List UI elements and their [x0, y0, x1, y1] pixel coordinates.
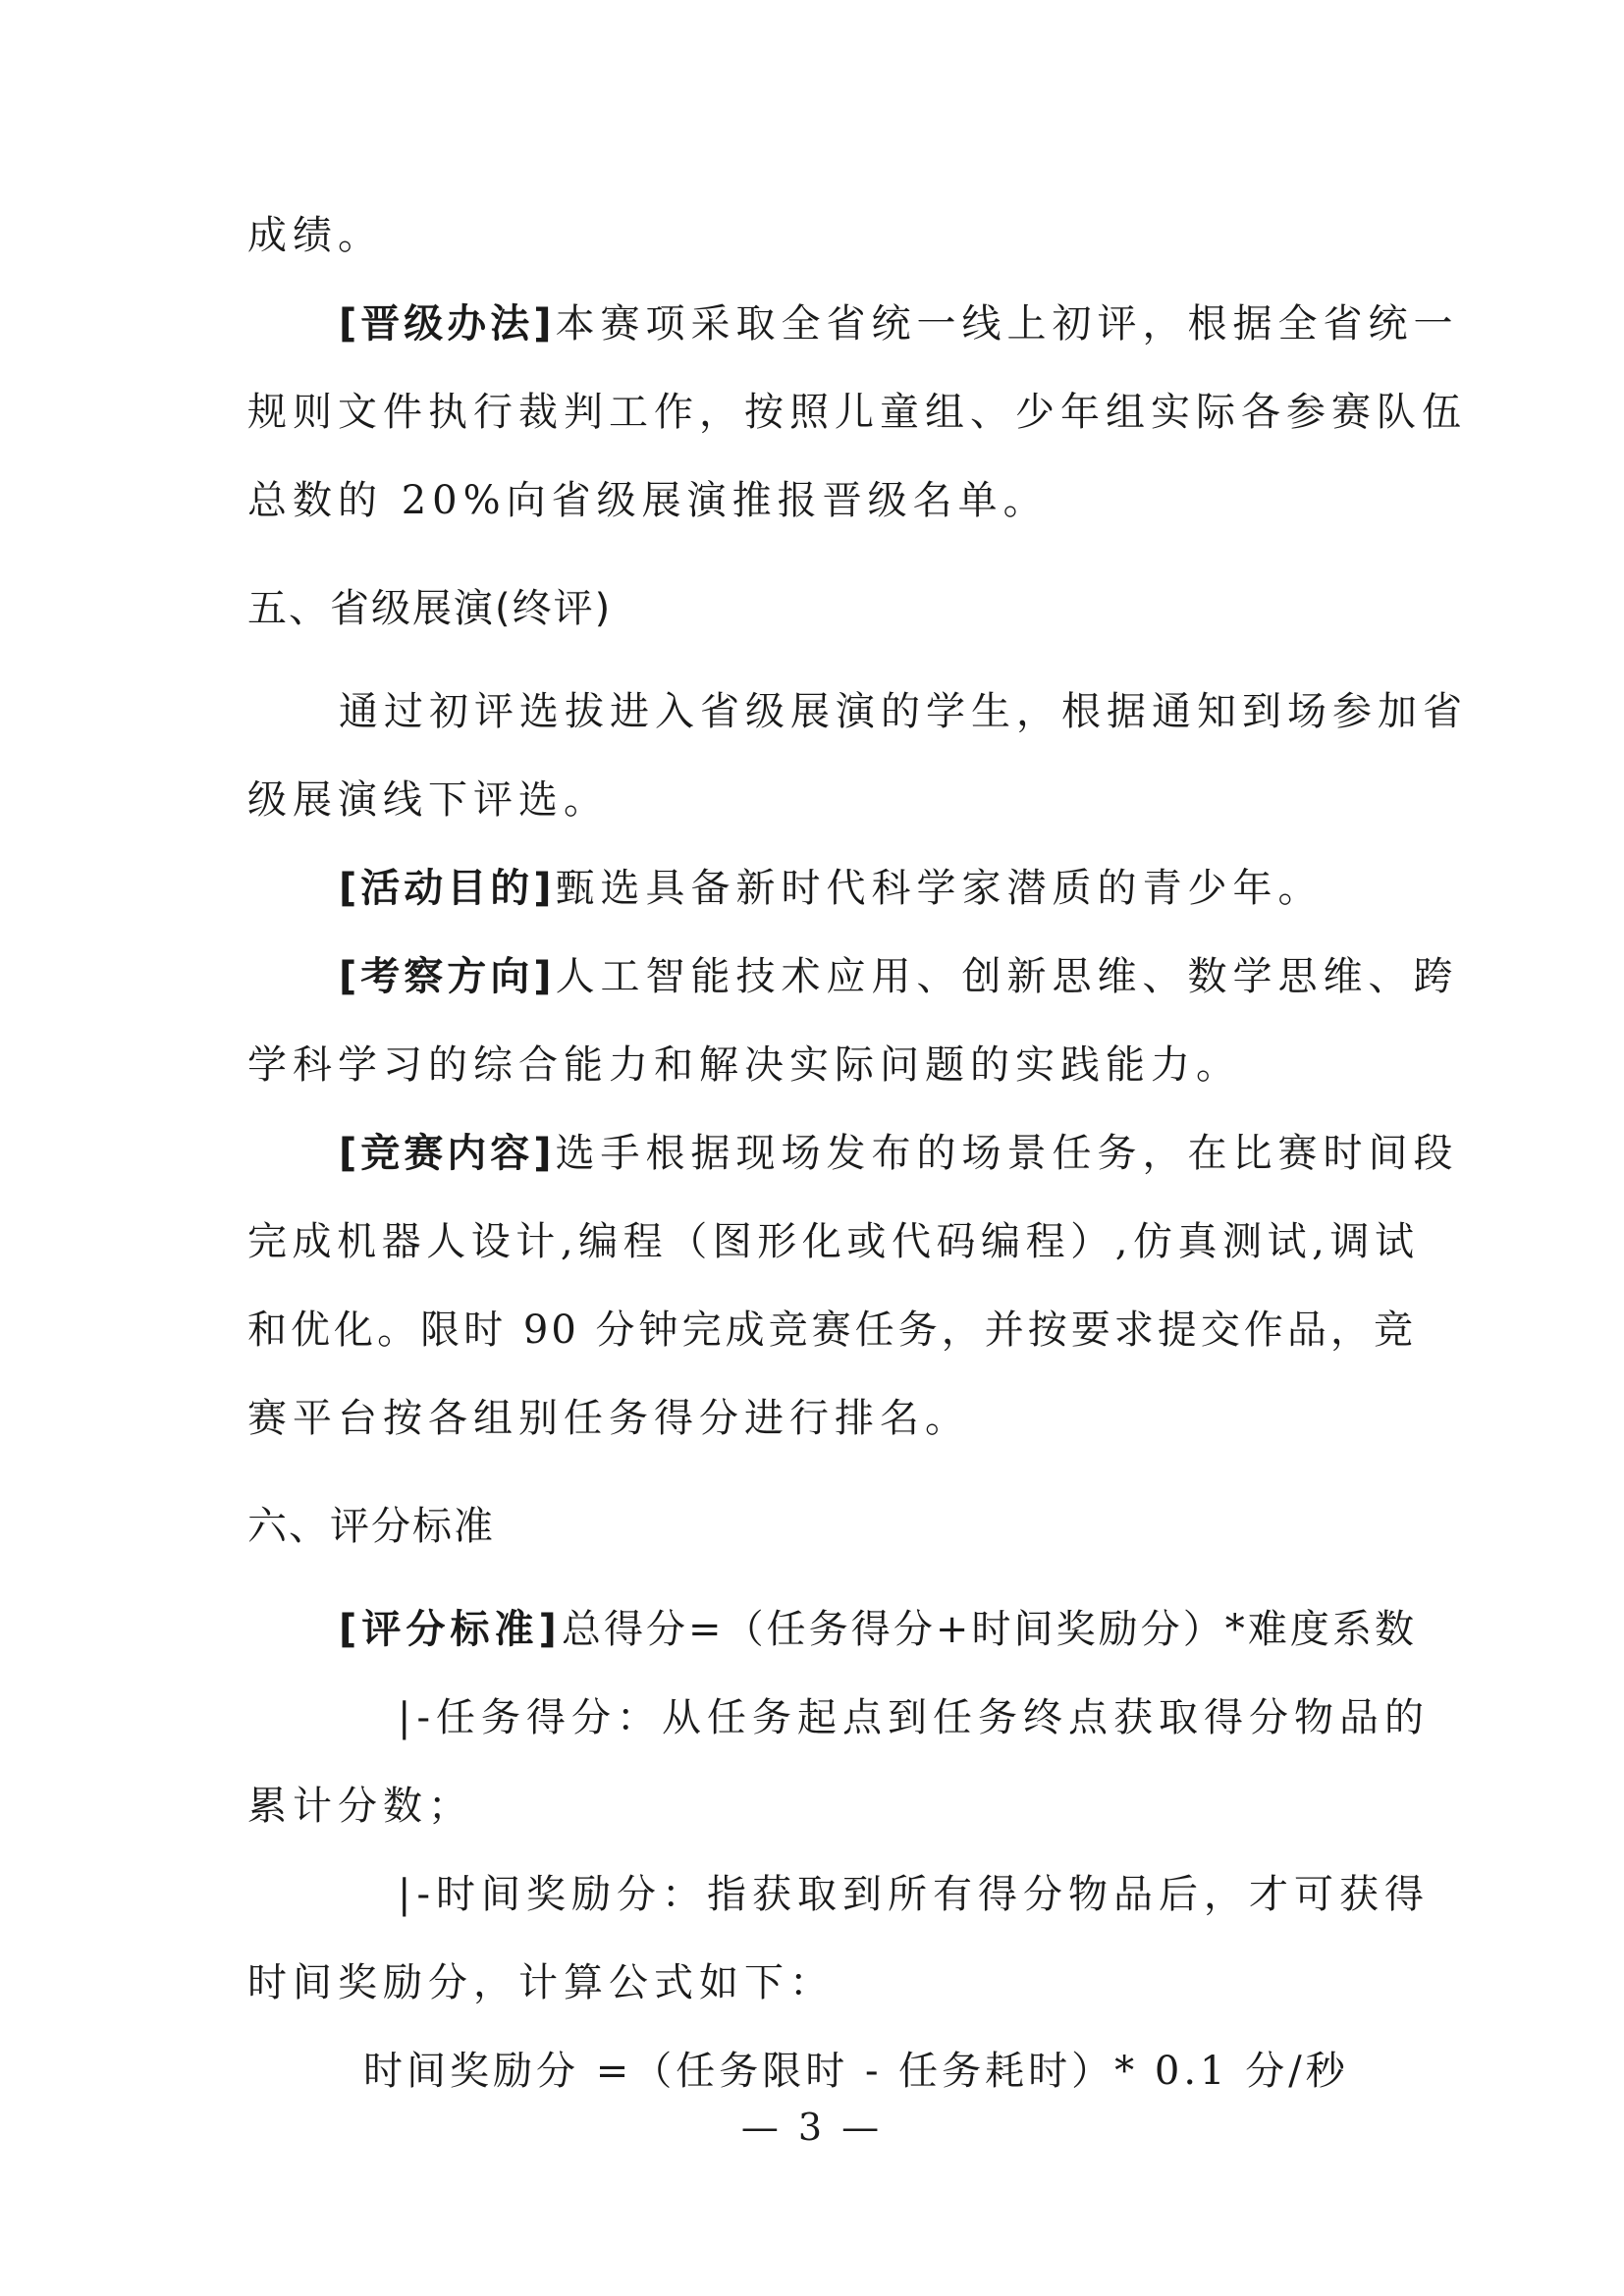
paragraph-text: 规则文件执行裁判工作，按照儿童组、少年组实际各参赛队伍	[247, 390, 1467, 435]
paragraph-text: 时间奖励分，计算公式如下：	[247, 1960, 835, 2005]
paragraph-line	[339, 859, 1416, 918]
paragraph-text: 通过初评选拔进入省级展演的学生，根据通知到场参加省	[339, 689, 1468, 734]
paragraph-text: 甄选具备新时代科学家潜质的青少年。	[555, 866, 1324, 911]
page-number: — 3 —	[740, 2106, 884, 2149]
paragraph-line	[247, 1036, 1416, 1095]
paragraph-line	[247, 471, 1416, 530]
paragraph-line	[247, 1389, 1416, 1448]
paragraph-text: 总数的 20%向省级展演推报晋级名单。	[247, 478, 1049, 523]
paragraph-line	[247, 1777, 1416, 1836]
paragraph-text: 累计分数；	[247, 1784, 473, 1829]
paragraph-line	[247, 206, 1416, 265]
paragraph-text: 人工智能技术应用、创新思维、数学思维、跨	[555, 954, 1459, 999]
section-heading	[247, 1497, 1416, 1556]
paragraph-text: 学科学习的综合能力和解决实际问题的实践能力。	[247, 1042, 1241, 1088]
promotion-label: [晋级办法]	[339, 301, 556, 347]
paragraph-line	[339, 294, 1459, 353]
direction-label: [考察方向]	[339, 954, 556, 999]
paragraph-text: 完成机器人设计,编程（图形化或代码编程）,仿真测试,调试	[247, 1219, 1416, 1264]
paragraph-text: 赛平台按各组别任务得分进行排名。	[247, 1396, 970, 1441]
purpose-label: [活动目的]	[339, 866, 556, 911]
paragraph-text: 成绩。	[247, 213, 383, 258]
formula-line	[363, 2042, 1416, 2101]
paragraph-text: 和优化。限时 90 分钟完成竞赛任务，并按要求提交作品，竞	[247, 1308, 1416, 1353]
paragraph-line	[398, 1688, 1430, 1747]
formula-text: 时间奖励分 =（任务限时 - 任务耗时）* 0.1 分/秒	[363, 2049, 1349, 2094]
paragraph-text: 选手根据现场发布的场景任务，在比赛时间段	[555, 1131, 1459, 1176]
section-heading-text: 六、评分标准	[247, 1504, 495, 1549]
paragraph-line	[339, 947, 1459, 1006]
section-heading	[247, 579, 1416, 638]
paragraph-line	[247, 1212, 1416, 1271]
paragraph-text: |-时间奖励分：指获取到所有得分物品后，才可获得	[398, 1872, 1430, 1917]
paragraph-line	[339, 1600, 1416, 1659]
paragraph-text: 级展演线下评选。	[247, 777, 609, 823]
paragraph-text: |-任务得分：从任务起点到任务终点获取得分物品的	[398, 1695, 1430, 1740]
paragraph-line	[398, 1865, 1430, 1924]
paragraph-line	[247, 771, 1416, 829]
section-heading-text: 五、省级展演(终评)	[247, 586, 613, 631]
paragraph-line	[339, 682, 1468, 741]
paragraph-text: 总得分=（任务得分+时间奖励分）*难度系数	[560, 1607, 1417, 1652]
content-label: [竞赛内容]	[339, 1131, 556, 1176]
paragraph-line	[247, 1953, 1416, 2012]
paragraph-text: 本赛项采取全省统一线上初评，根据全省统一	[555, 301, 1459, 347]
criteria-label: [评分标准]	[339, 1607, 561, 1652]
paragraph-line	[247, 1301, 1416, 1360]
paragraph-line	[339, 1124, 1459, 1183]
paragraph-line	[247, 383, 1467, 442]
